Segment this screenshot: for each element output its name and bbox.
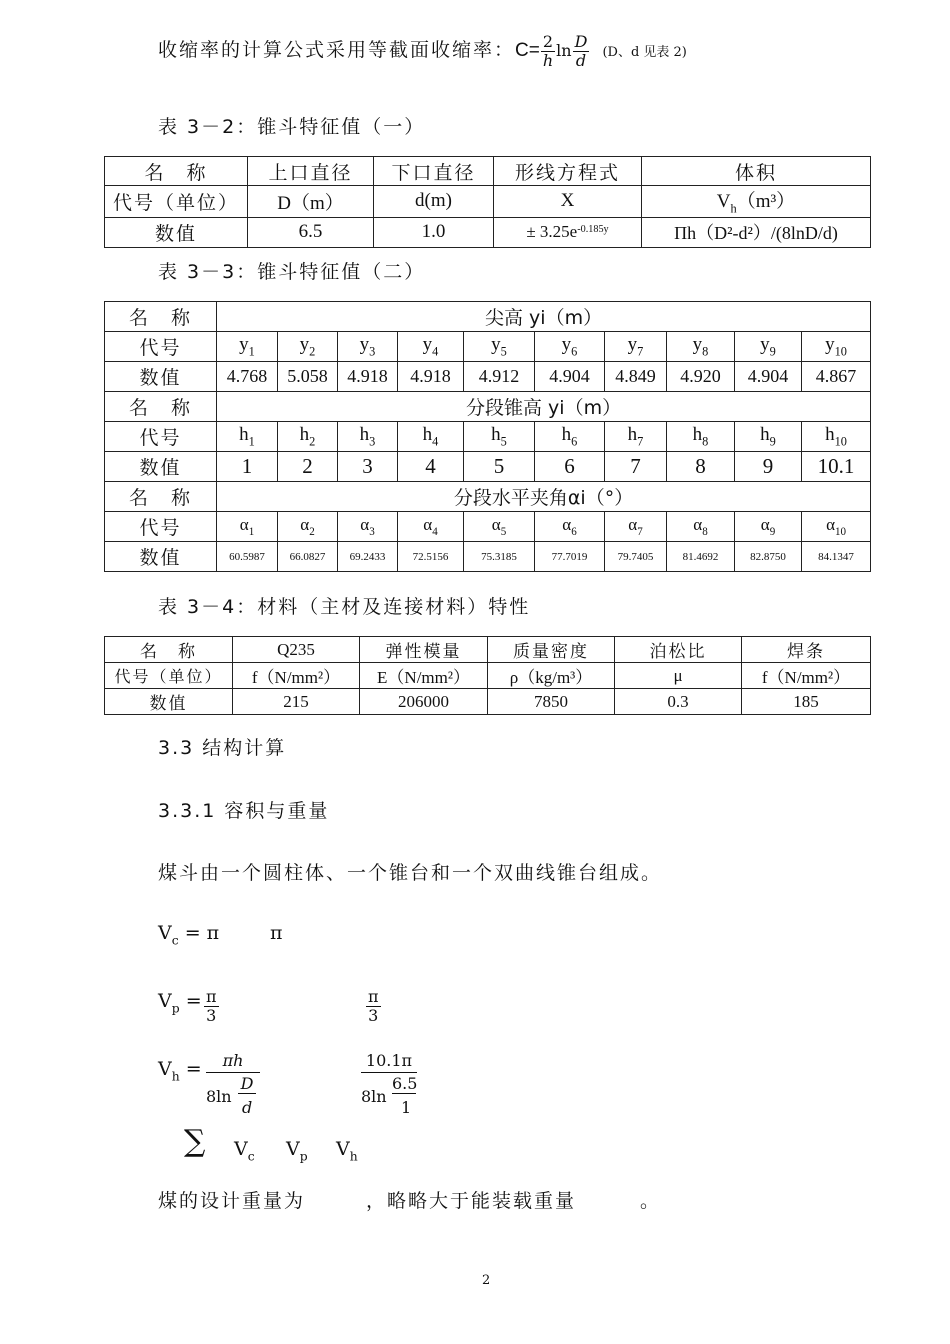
section-heading-3-3-1: 3.3.1 容积与重量: [158, 800, 330, 822]
t33-h-code: $h_2$: [278, 422, 338, 452]
t33-h-code: $h_4$: [398, 422, 464, 452]
t32-curve-equation: 形线方程式: [494, 157, 642, 186]
formula-vc-pi: π: [270, 922, 283, 944]
t32-code-label: 代号（单位）: [105, 186, 248, 218]
t33-a-code: $\alpha_5$: [464, 512, 535, 542]
t33-h-code: $h_3$: [338, 422, 398, 452]
t34-value-f-weld: 185: [742, 689, 871, 715]
t34-poisson: 泊松比: [615, 637, 742, 663]
t33-h-code: $h_1$: [217, 422, 278, 452]
t33-y-code: $y_1$: [217, 332, 278, 362]
t33-y-value: 4.918: [398, 362, 464, 392]
formula-vh: $V_h$ =: [158, 1058, 202, 1084]
t33-value-label-1: 数值: [105, 362, 217, 392]
sum-vh: $V_h$: [336, 1138, 358, 1164]
t33-name-label-1: 名 称: [105, 302, 217, 332]
formula-vp-frac2: $\frac{\pi}{3}$: [368, 987, 379, 1025]
t33-h-value: 6: [535, 452, 605, 482]
t33-a-code: $\alpha_9$: [735, 512, 802, 542]
t33-section-y-title: 尖高 yi（m）: [217, 302, 871, 332]
t33-a-value: 81.4692: [667, 542, 735, 572]
t33-h-value: 8: [667, 452, 735, 482]
fraction-2-over-h: $\frac{2}{h}$: [542, 31, 554, 70]
t34-elastic-modulus: 弹性模量: [360, 637, 488, 663]
t33-y-code: $y_4$: [398, 332, 464, 362]
t32-value-x: ± $3.25e^{-0.185y}$: [494, 217, 642, 247]
t34-name-label: 名 称: [105, 637, 233, 663]
t33-h-value: 2: [278, 452, 338, 482]
t33-code-label-1: 代号: [105, 332, 217, 362]
t32-lower-diameter: 下口直径: [374, 157, 494, 186]
t33-h-code: $h_9$: [735, 422, 802, 452]
section-heading-3-3: 3.3 结构计算: [158, 737, 287, 759]
t33-y-value: 4.867: [802, 362, 871, 392]
t33-a-value: 82.8750: [735, 542, 802, 572]
t33-h-value: 1: [217, 452, 278, 482]
table34-caption: 表 3－4：材料（主材及连接材料）特性: [158, 596, 531, 618]
t34-code-f-weld: f（N/mm²）: [742, 663, 871, 689]
t34-density: 质量密度: [488, 637, 615, 663]
t34-q235: Q235: [233, 637, 360, 663]
t32-value-vh: Πh（D²-d²）/(8lnD/d): [642, 217, 871, 247]
t32-code-d-lower: d(m): [374, 186, 494, 218]
page-number: 2: [482, 1273, 491, 1288]
t33-a-value: 79.7405: [605, 542, 667, 572]
t33-h-value: 4: [398, 452, 464, 482]
formula-vc: $V_c = \pi$: [158, 922, 220, 948]
t32-code-x: X: [494, 186, 642, 218]
t33-y-code: $y_5$: [464, 332, 535, 362]
ln-text: ln: [556, 41, 572, 60]
t33-h-code: $h_5$: [464, 422, 535, 452]
t33-y-value: 4.918: [338, 362, 398, 392]
t34-value-label: 数值: [105, 689, 233, 715]
t33-y-value: 4.904: [735, 362, 802, 392]
t33-y-value: 4.768: [217, 362, 278, 392]
weight-line-part2: ，略略大于能装载重量: [366, 1190, 577, 1212]
t32-upper-diameter: 上口直径: [248, 157, 374, 186]
t33-h-value: 5: [464, 452, 535, 482]
t34-value-f: 215: [233, 689, 360, 715]
intro-text: 收缩率的计算公式采用等截面收缩率：: [158, 39, 516, 61]
t33-a-code: $\alpha_4$: [398, 512, 464, 542]
t32-value-label: 数值: [105, 217, 248, 247]
weight-line-part3: 。: [640, 1190, 662, 1212]
intro-note: (D、d 见表 2): [602, 45, 687, 60]
t34-code-label: 代号（单位）: [105, 663, 233, 689]
t33-name-label-2: 名 称: [105, 392, 217, 422]
t33-h-code: $h_8$: [667, 422, 735, 452]
t33-h-code: $h_7$: [605, 422, 667, 452]
t32-name-label: 名 称: [105, 157, 248, 186]
t33-y-code: $y_3$: [338, 332, 398, 362]
t32-code-d-upper: D（m）: [248, 186, 374, 218]
t33-y-value: 4.849: [605, 362, 667, 392]
t33-a-value: 72.5156: [398, 542, 464, 572]
t33-y-code: $y_{10}$: [802, 332, 871, 362]
formula-c: C=: [515, 40, 540, 61]
t33-h-value: 9: [735, 452, 802, 482]
t33-a-value: 75.3185: [464, 542, 535, 572]
table-3-3: [104, 301, 871, 572]
sum-vp: $V_p$: [286, 1138, 308, 1164]
t33-a-code: $\alpha_7$: [605, 512, 667, 542]
t33-a-value: 60.5987: [217, 542, 278, 572]
t33-y-code: $y_6$: [535, 332, 605, 362]
t33-value-label-2: 数值: [105, 452, 217, 482]
paragraph-composition: 煤斗由一个圆柱体、一个锥台和一个双曲线锥台组成。: [158, 862, 663, 884]
t32-value-d-lower: 1.0: [374, 217, 494, 247]
t33-value-label-3: 数值: [105, 542, 217, 572]
t33-y-code-row: [105, 332, 871, 362]
t33-y-value: 4.904: [535, 362, 605, 392]
t32-value-d-upper: 6.5: [248, 217, 374, 247]
t33-section-a-title: 分段水平夹角αi（°）: [217, 482, 871, 512]
t33-y-value: 4.920: [667, 362, 735, 392]
t33-h-code: $h_{10}$: [802, 422, 871, 452]
t34-code-mu: μ: [615, 663, 742, 689]
formula-vp-frac: $\frac{\pi}{3}$: [206, 987, 217, 1025]
t33-code-label-3: 代号: [105, 512, 217, 542]
t33-section-h-title: 分段锥高 yi（m）: [217, 392, 871, 422]
t33-a-code: $\alpha_8$: [667, 512, 735, 542]
table-3-2: [104, 156, 871, 248]
t33-y-value: 5.058: [278, 362, 338, 392]
t33-code-label-2: 代号: [105, 422, 217, 452]
t33-y-code: $y_8$: [667, 332, 735, 362]
t33-y-value: 4.912: [464, 362, 535, 392]
t34-value-e: 206000: [360, 689, 488, 715]
t33-y-code: $y_9$: [735, 332, 802, 362]
t33-h-value: 7: [605, 452, 667, 482]
t33-h-value: 3: [338, 452, 398, 482]
weight-line-part1: 煤的设计重量为: [158, 1190, 306, 1212]
intro-line: [158, 30, 687, 73]
t34-code-rho: ρ（kg/m³）: [488, 663, 615, 689]
t33-y-code: $y_7$: [605, 332, 667, 362]
sum-symbol: ∑: [184, 1124, 206, 1159]
t33-a-code: $\alpha_2$: [278, 512, 338, 542]
table32-caption: 表 3－2：锥斗特征值（一）: [158, 116, 426, 138]
sum-vc: $V_c$: [234, 1138, 255, 1164]
fraction-d-over-d: $\frac{D}{d}$: [574, 31, 588, 70]
t33-a-value: 66.0827: [278, 542, 338, 572]
t34-value-mu: 0.3: [615, 689, 742, 715]
t34-code-e: E（N/mm²）: [360, 663, 488, 689]
t33-name-label-3: 名 称: [105, 482, 217, 512]
t33-h-value: 10.1: [802, 452, 871, 482]
t34-weld-rod: 焊条: [742, 637, 871, 663]
formula-vh-frac: πh 8ln D d: [206, 1051, 260, 1119]
table33-caption: 表 3－3：锥斗特征值（二）: [158, 261, 426, 283]
t33-a-code: $\alpha_1$: [217, 512, 278, 542]
t33-y-code: $y_2$: [278, 332, 338, 362]
t33-a-value: 69.2433: [338, 542, 398, 572]
t34-value-rho: 7850: [488, 689, 615, 715]
t33-h-code: $h_6$: [535, 422, 605, 452]
t33-a-value: 84.1347: [802, 542, 871, 572]
t33-a-code: $\alpha_{10}$: [802, 512, 871, 542]
t32-code-vh: $V_h(m^3)$: [642, 186, 871, 218]
t33-a-code: $\alpha_6$: [535, 512, 605, 542]
t33-a-code: $\alpha_3$: [338, 512, 398, 542]
formula-vh-frac2: 10.1π 8ln 6.5 1: [361, 1051, 418, 1117]
t33-a-value: 77.7019: [535, 542, 605, 572]
t34-code-f: f（N/mm²）: [233, 663, 360, 689]
t32-volume: 体积: [642, 157, 871, 186]
table-3-4: [104, 636, 871, 715]
formula-vp: $V_p$ =: [158, 990, 202, 1016]
